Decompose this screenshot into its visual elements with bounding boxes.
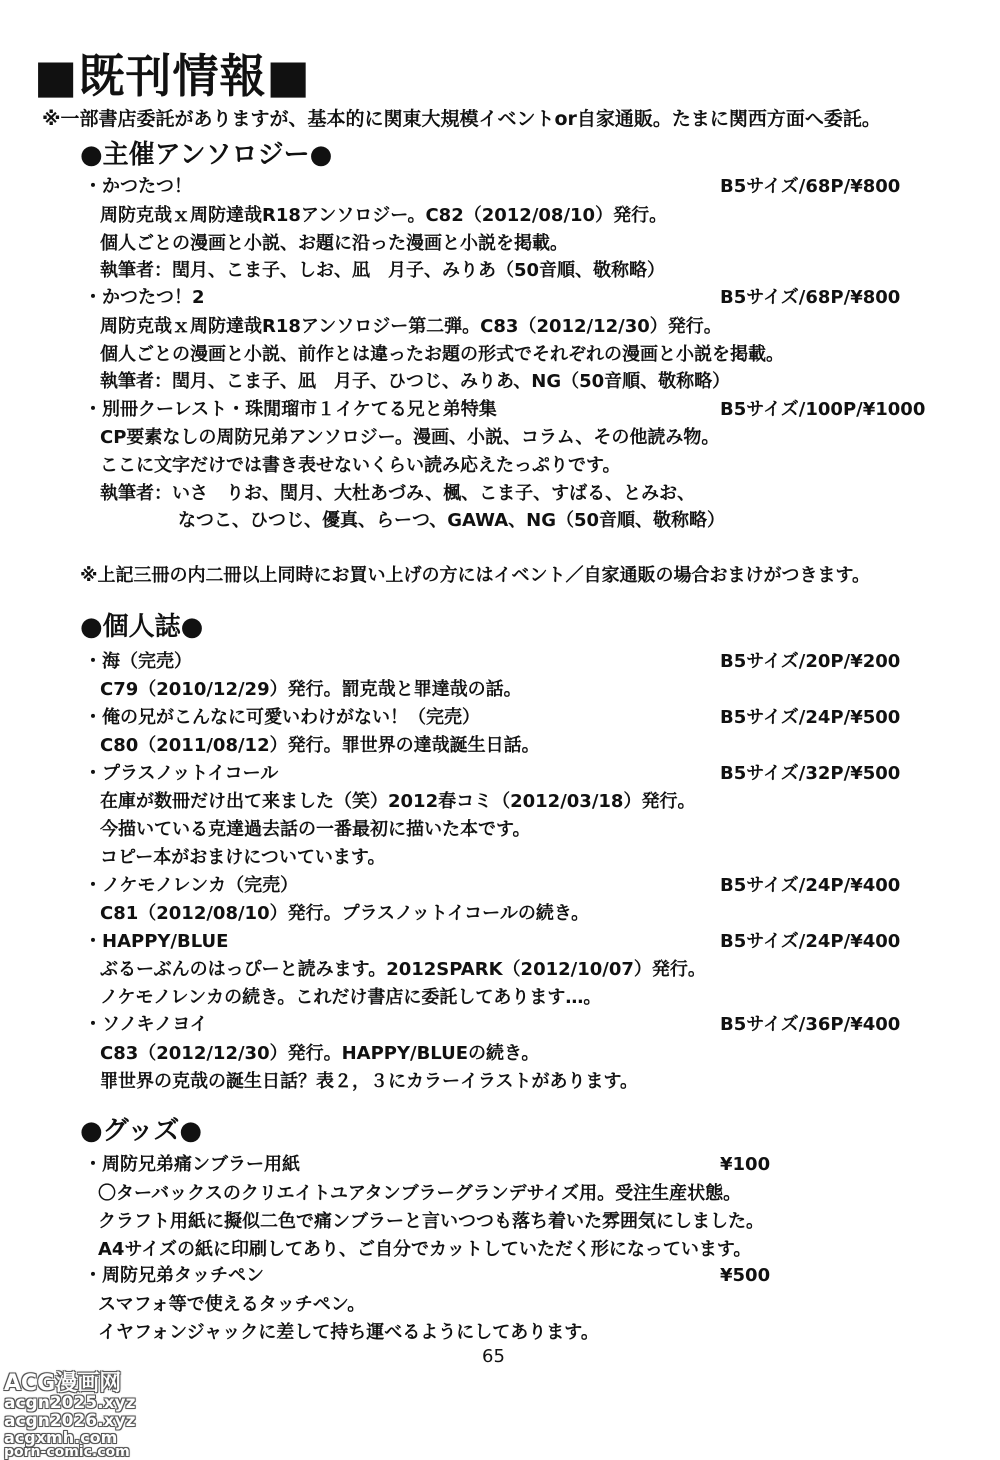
bullet: ・ <box>84 176 102 197</box>
watermark-text: acgn2025.xyz <box>4 1393 136 1413</box>
goods-item-line: クラフト用紙に擬似二色で痛ンブラーと言いつつも落ち着いた雰囲気にしました。 <box>98 1211 764 1232</box>
goods-item-spec: ¥100 <box>720 1154 771 1175</box>
personal-item-title: ・プラスノットイコール <box>84 761 278 787</box>
anthology-item-spec: B5サイズ/68P/¥800 <box>720 287 901 308</box>
page-number: 65 <box>482 1346 505 1367</box>
page-title: ■既刊情報■ <box>34 49 311 103</box>
bullet: ・ <box>84 875 102 896</box>
goods-heading: ●グッズ● <box>80 1116 203 1146</box>
personal-item-title: ・俺の兄がこんなに可愛いわけがない！（完売） <box>84 705 480 731</box>
goods-item-spec: ¥500 <box>720 1265 771 1286</box>
anthology-item-line: 個人ごとの漫画と小説、前作とは違ったお題の形式でそれぞれの漫画と小説を掲載。 <box>100 344 784 365</box>
bullet: ・ <box>84 1154 102 1175</box>
anthology-item-line: 執筆者：閏月、こま子、しお、凪 月子、みりあ（50音順、敬称略） <box>100 260 666 281</box>
intro-notice: ※一部書店委託がありますが、基本的に関東大規模イベントor自家通販。たまに関西方面へ委託。 <box>42 108 881 130</box>
bullet: ・ <box>84 1265 102 1286</box>
bullet: ・ <box>84 931 102 952</box>
personal-item-line: 今描いている克達過去話の一番最初に描いた本です。 <box>100 819 531 840</box>
bullet: ・ <box>84 763 102 784</box>
anthology-item-title: ・別冊クーレスト・珠閒瑠市１イケてる兄と弟特集 <box>84 397 497 423</box>
goods-item-line: 〇ターバックスのクリエイトユアタンブラーグランデサイズ用。受注生産状態。 <box>98 1183 742 1204</box>
anthology-note: ※上記三冊の内二冊以上同時にお買い上げの方にはイベント／自家通販の場合おまけがつきます。 <box>80 565 871 586</box>
anthology-item-line: なつこ、ひつじ、優真、らーつ、GAWA、NG（50音順、敬称略） <box>178 510 726 531</box>
goods-item-title: ・周防兄弟痛ンブラー用紙 <box>84 1152 300 1178</box>
personal-item-spec: B5サイズ/24P/¥500 <box>720 707 901 728</box>
anthology-item-line: 周防克哉ｘ周防達哉R18アンソロジー。C82（2012/08/10）発行。 <box>100 205 668 226</box>
personal-item-line: C79（2010/12/29）発行。罰克哉と罪達哉の話。 <box>100 679 522 700</box>
personal-item-title: ・HAPPY/BLUE <box>84 929 228 955</box>
personal-item-spec: B5サイズ/24P/¥400 <box>720 931 901 952</box>
watermark-text: acgxmh.com <box>4 1428 118 1447</box>
personal-item-spec: B5サイズ/24P/¥400 <box>720 875 901 896</box>
personal-item-line: コピー本がおまけについています。 <box>100 847 386 868</box>
anthology-item-line: 執筆者：閏月、こま子、凪 月子、ひつじ、みりあ、NG（50音順、敬称略） <box>100 371 731 392</box>
personal-item-title: ・ソノキノヨイ <box>84 1012 208 1038</box>
watermark-text: acgn2026.xyz <box>4 1411 136 1431</box>
personal-item-line: C83（2012/12/30）発行。HAPPY/BLUEの続き。 <box>100 1043 540 1064</box>
personal-item-line: ぶるーぶんのはっぴーと読みます。2012SPARK（2012/10/07）発行。 <box>100 959 706 980</box>
anthology-item-title: ・かつたつ！ <box>84 174 192 200</box>
goods-item-title: ・周防兄弟タッチペン <box>84 1263 264 1289</box>
watermark-text: porn-comic.com <box>4 1444 130 1460</box>
personal-item-line: 在庫が数冊だけ出て来ました（笑）2012春コミ（2012/03/18）発行。 <box>100 791 696 812</box>
anthology-item-title: ・かつたつ！2 <box>84 285 205 311</box>
personal-item-title: ・海（完売） <box>84 649 192 675</box>
personal-item-spec: B5サイズ/32P/¥500 <box>720 763 901 784</box>
anthology-item-line: 執筆者：いさ りお、閏月、大杜あづみ、楓、こま子、すばる、とみお、 <box>100 483 696 504</box>
anthology-item-spec: B5サイズ/100P/¥1000 <box>720 399 926 420</box>
goods-item-line: A4サイズの紙に印刷してあり、ご自分でカットしていただく形になっています。 <box>98 1239 752 1260</box>
bullet: ・ <box>84 287 102 308</box>
bullet: ・ <box>84 707 102 728</box>
anthology-item-line: ここに文字だけでは書き表せないくらい読み応えたっぷりです。 <box>100 455 621 476</box>
personal-item-line: ノケモノレンカの続き。これだけ書店に委託してあります…。 <box>100 987 602 1008</box>
anthology-item-line: 周防克哉ｘ周防達哉R18アンソロジー第二弾。C83（2012/12/30）発行。 <box>100 316 722 337</box>
watermark-text: ACG漫画网 <box>4 1371 122 1396</box>
bullet: ・ <box>84 651 102 672</box>
bullet: ・ <box>84 399 102 420</box>
goods-item-line: イヤフォンジャックに差して持ち運べるようにしてあります。 <box>98 1322 599 1343</box>
personal-item-line: 罪世界の克哉の誕生日話？表２，３にカラーイラストがあります。 <box>100 1071 639 1092</box>
anthology-item-line: CP要素なしの周防兄弟アンソロジー。漫画、小説、コラム、その他読み物。 <box>100 427 720 448</box>
anthology-item-spec: B5サイズ/68P/¥800 <box>720 176 901 197</box>
bullet: ・ <box>84 1014 102 1035</box>
personal-heading: ●個人誌● <box>80 612 204 642</box>
anthology-item-line: 個人ごとの漫画と小説、お題に沿った漫画と小説を掲載。 <box>100 233 568 254</box>
goods-item-line: スマフォ等で使えるタッチペン。 <box>98 1294 366 1315</box>
anthology-heading: ●主催アンソロジー● <box>80 140 333 170</box>
personal-item-spec: B5サイズ/36P/¥400 <box>720 1014 901 1035</box>
personal-item-line: C81（2012/08/10）発行。プラスノットイコールの続き。 <box>100 903 590 924</box>
personal-item-spec: B5サイズ/20P/¥200 <box>720 651 901 672</box>
personal-item-title: ・ノケモノレンカ（完売） <box>84 873 298 899</box>
personal-item-line: C80（2011/08/12）発行。罪世界の達哉誕生日話。 <box>100 735 540 756</box>
